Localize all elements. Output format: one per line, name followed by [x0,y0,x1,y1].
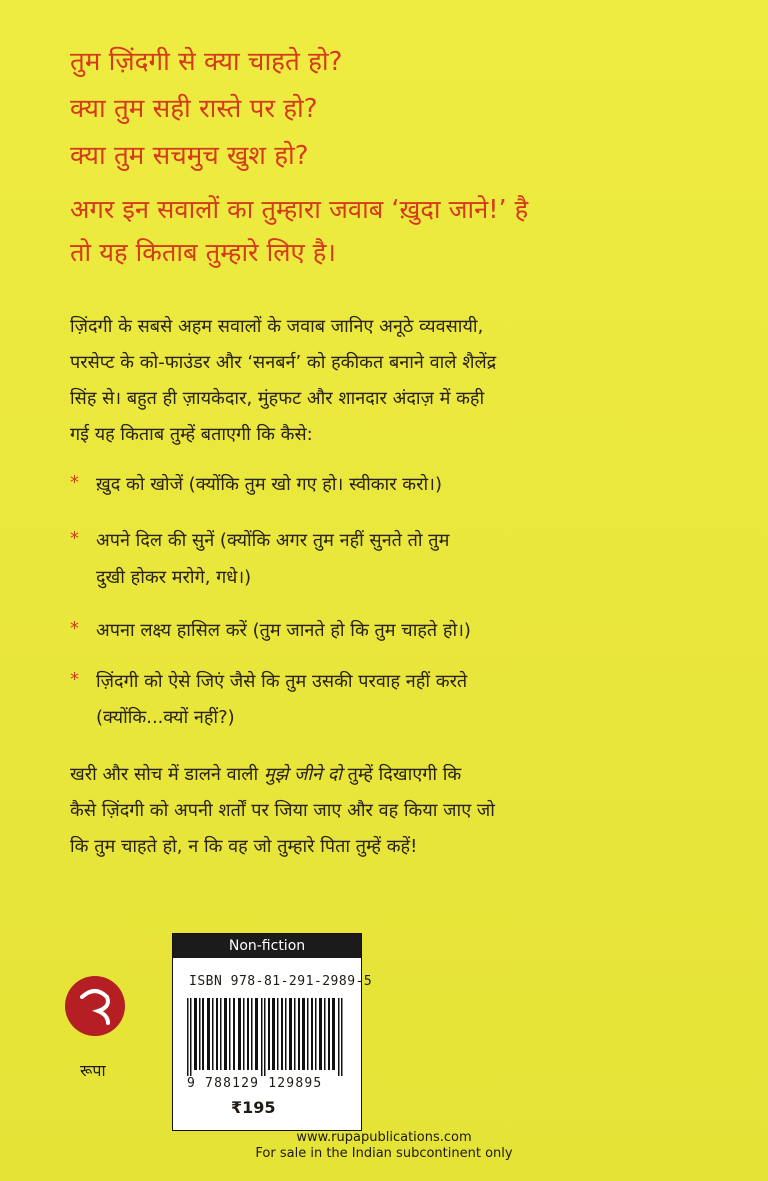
bullet-marker: * [70,618,79,639]
bullet-marker: * [70,528,79,549]
bullet-marker: * [70,669,79,690]
closing-text: खरी और सोच में डालने वाली [70,764,264,785]
barcode-digits: 9 788129 129895 [187,1076,323,1091]
closing-line: कि तुम चाहते हो, न कि वह जो तुम्हारे पिता तुम्हें कहें! [70,836,418,857]
barcode-icon [183,998,351,1076]
sale-note: For sale in the Indian subcontinent only [255,1146,513,1161]
question-2: क्या तुम सही रास्ते पर हो? [70,94,318,124]
intro-line: परसेप्ट के को-फाउंडर और ‘सनबर्न’ को हकीकत बनाने वाले शैलेंद्र [70,352,497,373]
publisher-name: रूपा [80,1061,106,1080]
isbn-text: ISBN 978-81-291-2989-5 [189,974,373,989]
closing-line [70,762,461,788]
bullet-item: ख़ुद को खोजें (क्योंकि तुम खो गए हो। स्वीकार करो।) [96,474,442,495]
closing-text: तुम्हें दिखाएगी कि [341,764,462,785]
intro-line: ज़िंदगी के सबसे अहम सवालों के जवाब जानिए अनूठे व्यवसायी, [70,316,484,337]
publisher-url: www.rupapublications.com [296,1130,472,1145]
bullet-item: ज़िंदगी को ऐसे जिएं जैसे कि तुम उसकी परवाह नहीं करते [96,671,468,692]
closing-line: कैसे ज़िंदगी को अपनी शर्तों पर जिया जाए और वह किया जाए जो [70,800,495,821]
question-1: तुम ज़िंदगी से क्या चाहते हो? [70,47,343,77]
question-3: क्या तुम सचमुच खुश हो? [70,141,309,171]
bullet-item-continued: दुखी होकर मरोगे, गधे।) [96,567,252,588]
lead-line-2: तो यह किताब तुम्हारे लिए है। [70,238,336,268]
intro-line: सिंह से। बहुत ही ज़ायकेदार, मुंहफट और शानदार अंदाज़ में कही [70,388,485,409]
bullet-item: अपने दिल की सुनें (क्योंकि अगर तुम नहीं सुनते तो तुम [96,530,450,551]
lead-line-1: अगर इन सवालों का तुम्हारा जवाब ‘ख़ुदा जाने!’ है [70,195,529,225]
book-title-italic: मुझे जीने दो [263,764,342,785]
price-label: ₹195 [231,1098,276,1117]
barcode-panel [172,933,373,1131]
rupa-logo-icon [64,975,126,1057]
bullet-marker: * [70,472,79,493]
intro-line: गई यह किताब तुम्हें बताएगी कि कैसे: [70,424,313,445]
bullet-item-continued: (क्योंकि...क्यों नहीं?) [96,707,235,728]
category-label: Non-fiction [173,934,361,958]
bullet-item: अपना लक्ष्य हासिल करें (तुम जानते हो कि तुम चाहते हो।) [96,620,471,641]
